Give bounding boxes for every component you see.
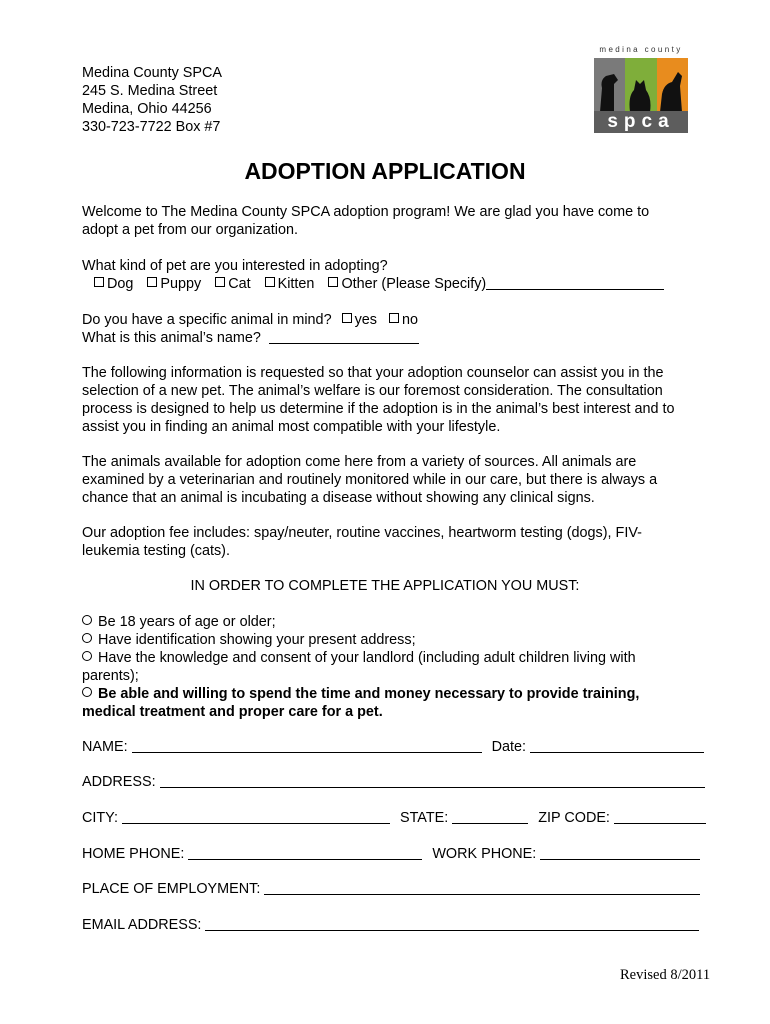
puppy-checkbox[interactable]	[147, 277, 157, 287]
dog-checkbox[interactable]	[94, 277, 104, 287]
city-field[interactable]	[122, 809, 390, 824]
revision-note: Revised 8/2011	[620, 967, 711, 983]
welcome-line-2: adopt a pet from our organization.	[82, 222, 298, 238]
fee-paragraph: Our adoption fee includes: spay/neuter, routine vaccines, heartworm testing (dogs), FIV- leukemia testing (cats).	[82, 525, 642, 559]
phone-row	[82, 845, 700, 863]
bullet-circle-icon	[82, 615, 92, 625]
requirements-heading: IN ORDER TO COMPLETE THE APPLICATION YOU MUST:	[190, 578, 580, 594]
zip-label: ZIP CODE:	[538, 810, 610, 826]
pet-options	[82, 275, 722, 293]
no-label: no	[401, 312, 418, 328]
employment-field[interactable]	[264, 880, 700, 895]
specific-question: Do you have a specific animal in mind?	[82, 312, 332, 328]
option-dog[interactable]: Dog	[94, 276, 133, 292]
welcome-line-1: Welcome to The Medina County SPCA adoption program! We are glad you have come to	[82, 204, 650, 220]
pet-question-block	[82, 257, 722, 293]
city-label: CITY:	[82, 810, 118, 826]
cat-checkbox[interactable]	[215, 277, 225, 287]
option-kitten[interactable]: Kitten	[265, 276, 315, 292]
requirement-continuation: parents);	[82, 668, 139, 684]
home-phone-field[interactable]	[188, 845, 422, 860]
org-city: Medina, Ohio 44256	[82, 101, 212, 117]
animal-name-field[interactable]	[269, 329, 419, 344]
requirements-list	[82, 613, 722, 721]
bullet-circle-icon	[82, 651, 92, 661]
org-street: 245 S. Medina Street	[82, 83, 218, 99]
work-phone-field[interactable]	[540, 845, 700, 860]
employment-row	[82, 880, 700, 898]
name-row	[82, 738, 704, 756]
requirement-item: Have the knowledge and consent of your landlord (including adult children living with	[82, 649, 722, 667]
other-specify-field[interactable]	[486, 275, 664, 290]
pet-question: What kind of pet are you interested in adopting?	[82, 258, 388, 274]
info-paragraph: The following information is requested so that your adoption counselor can assist you in the selection of a new pet. The animal’s welfare is our foremost consideration. The consultation process is designed to help us determine if the adoption is in the animal’s best interest and to assist you in finding an animal most compatible with your lifestyle.	[82, 365, 675, 435]
welcome-paragraph	[82, 203, 722, 239]
employment-label: PLACE OF EMPLOYMENT:	[82, 881, 261, 897]
logo-word: spca	[594, 111, 688, 133]
home-phone-label: HOME PHONE:	[82, 846, 185, 862]
animal-name-question: What is this animal’s name?	[82, 330, 261, 346]
address-field[interactable]	[160, 773, 705, 788]
logo-top-text: medina county	[599, 45, 683, 54]
org-phone: 330-723-7722 Box #7	[82, 119, 221, 135]
name-field[interactable]	[132, 738, 482, 753]
bullet-circle-icon	[82, 633, 92, 643]
date-field[interactable]	[530, 738, 704, 753]
requirement-item: Have identification showing your present address;	[82, 631, 722, 649]
email-label: EMAIL ADDRESS:	[82, 917, 202, 933]
state-field[interactable]	[452, 809, 528, 824]
page-title: ADOPTION APPLICATION	[244, 158, 526, 184]
kitten-checkbox[interactable]	[265, 277, 275, 287]
sources-paragraph: The animals available for adoption come here from a variety of sources. All animals are examined by a veterinarian and routinely monitored while in our care, but there is always a chance that an animal is incubating a disease without showing any clinical signs.	[82, 454, 658, 506]
city-row	[82, 809, 706, 827]
email-row	[82, 916, 699, 934]
yes-label: yes	[354, 312, 377, 328]
email-field[interactable]	[205, 916, 699, 931]
state-label: STATE:	[399, 810, 449, 826]
organization-address	[82, 64, 222, 136]
date-label: Date:	[491, 739, 526, 755]
zip-field[interactable]	[614, 809, 706, 824]
no-checkbox[interactable]	[389, 313, 399, 323]
other-checkbox[interactable]	[328, 277, 338, 287]
option-puppy[interactable]: Puppy	[147, 276, 201, 292]
spca-logo	[590, 45, 688, 140]
option-cat[interactable]: Cat	[215, 276, 250, 292]
bullet-circle-icon	[82, 687, 92, 697]
work-phone-label: WORK PHONE:	[432, 846, 537, 862]
specific-animal-block	[82, 311, 722, 347]
address-label: ADDRESS:	[82, 774, 156, 790]
requirement-item-bold-cont: medical treatment and proper care for a pet.	[82, 704, 383, 720]
address-row	[82, 773, 705, 791]
requirement-item-bold: Be able and willing to spend the time and money necessary to provide training,	[82, 685, 722, 703]
name-label: NAME:	[82, 739, 128, 755]
yes-checkbox[interactable]	[342, 313, 352, 323]
option-other[interactable]: Other (Please Specify)	[328, 276, 486, 292]
requirement-item: Be 18 years of age or older;	[82, 613, 722, 631]
org-name: Medina County SPCA	[82, 65, 222, 81]
